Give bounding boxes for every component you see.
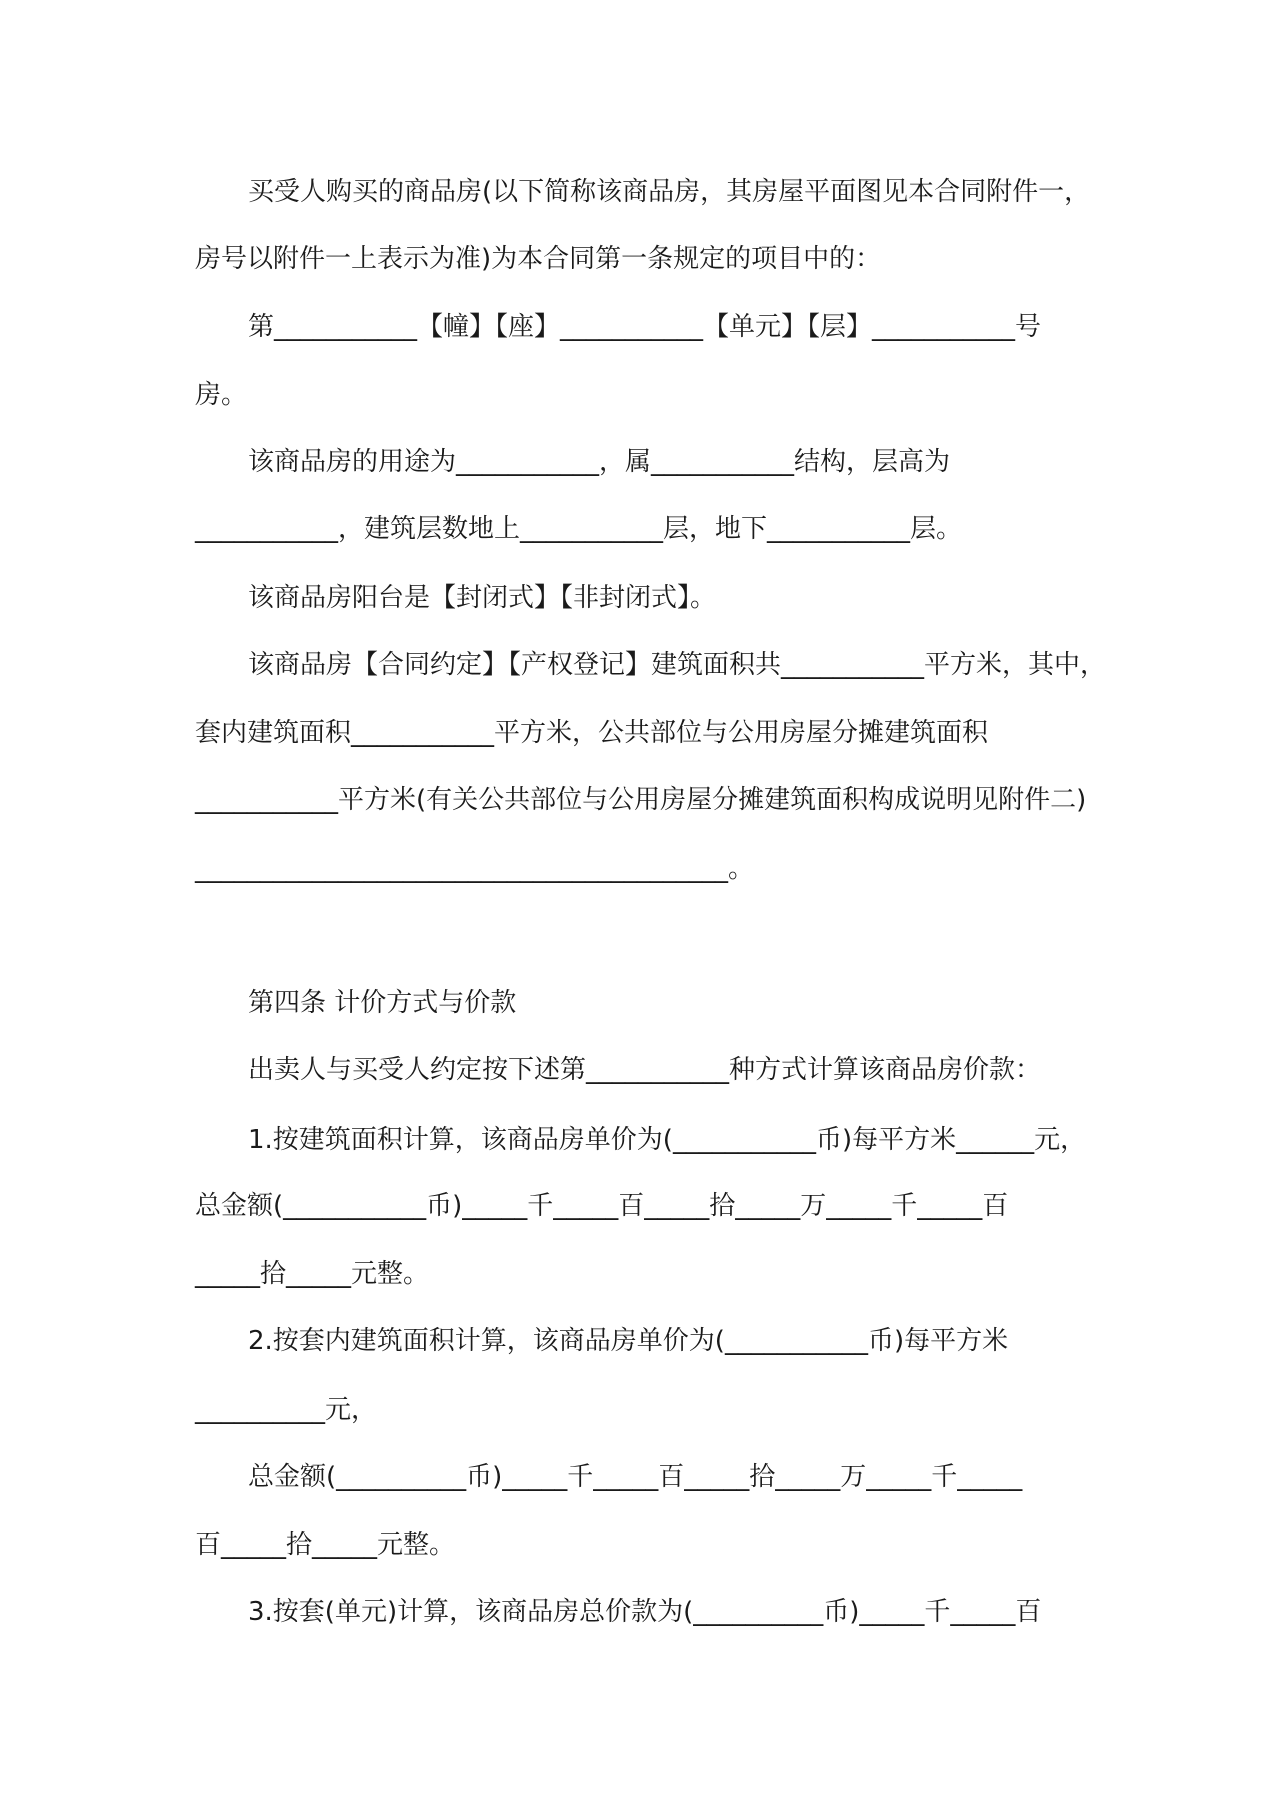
paragraph-line: 总金额(__________币)_____千_____百_____拾_____万_____千_____ xyxy=(248,1462,1023,1492)
paragraph-line: 第___________【幢】【座】___________【单元】【层】___________号 xyxy=(248,312,1042,342)
paragraph-line: 房号以附件一上表示为准)为本合同第一条规定的项目中的： xyxy=(195,244,882,274)
paragraph-line: ___________平方米(有关公共部位与公用房屋分摊建筑面积构成说明见附件二) xyxy=(195,785,1087,815)
paragraph-line: 1.按建筑面积计算，该商品房单价为(___________币)每平方米______元， xyxy=(248,1125,1087,1155)
paragraph-line: 3.按套(单元)计算，该商品房总价款为(__________币)_____千_____百 xyxy=(248,1597,1042,1627)
paragraph-line: 套内建筑面积___________平方米，公共部位与公用房屋分摊建筑面积 xyxy=(195,718,989,748)
paragraph-line: 出卖人与买受人约定按下述第___________种方式计算该商品房价款： xyxy=(248,1055,1042,1085)
paragraph-line: _____拾_____元整。 xyxy=(195,1259,430,1289)
paragraph-line: 房。 xyxy=(195,380,248,410)
paragraph-line: ___________，建筑层数地上___________层，地下___________层。 xyxy=(195,514,963,544)
paragraph-line: 2.按套内建筑面积计算，该商品房单价为(___________币)每平方米 xyxy=(248,1326,1009,1356)
paragraph-line: 该商品房【合同约定】【产权登记】建筑面积共___________平方米，其中， xyxy=(248,650,1107,680)
paragraph-line: 该商品房阳台是【封闭式】【非封闭式】。 xyxy=(248,583,717,613)
paragraph-line: 买受人购买的商品房(以下简称该商品房，其房屋平面图见本合同附件一， xyxy=(248,177,1091,207)
section-heading: 第四条 计价方式与价款 xyxy=(248,988,517,1018)
paragraph-line: __________元， xyxy=(195,1395,378,1425)
paragraph-line: 百_____拾_____元整。 xyxy=(195,1530,456,1560)
paragraph-line: _________________________________________。 xyxy=(195,854,754,884)
paragraph-line: 总金额(___________币)_____千_____百_____拾_____万_____千_____百 xyxy=(195,1191,1009,1221)
paragraph-line: 该商品房的用途为___________，属___________结构，层高为 xyxy=(248,447,951,477)
